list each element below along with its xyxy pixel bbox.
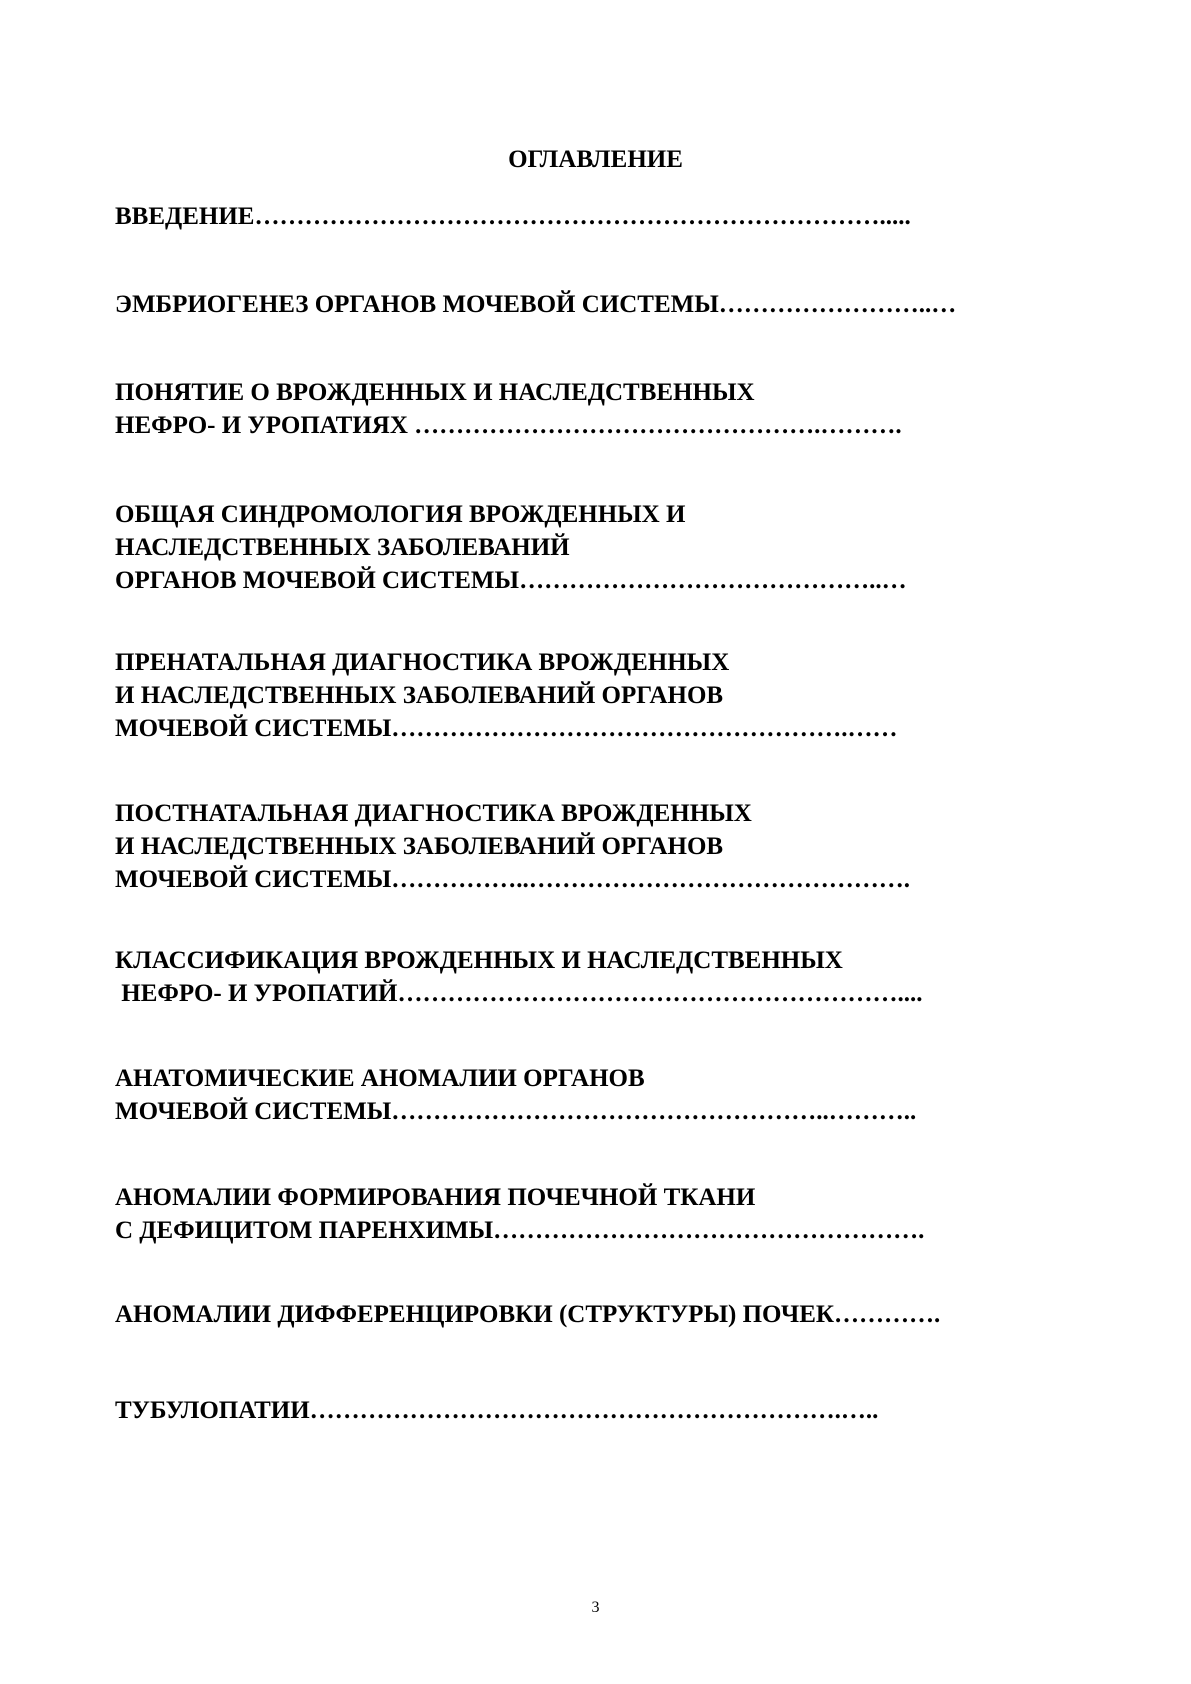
toc-entry-line: МОЧЕВОЙ СИСТЕМЫ……………………………………………….…… [115, 715, 898, 742]
toc-entry-line: ОРГАНОВ МОЧЕВОЙ СИСТЕМЫ……………………………………..… [115, 567, 907, 594]
toc-entry-prenatal-diagnostics [115, 646, 1075, 745]
toc-entry-postnatal-diagnostics [115, 797, 1075, 896]
toc-entry-line: ОБЩАЯ СИНДРОМОЛОГИЯ ВРОЖДЕННЫХ И [115, 501, 686, 528]
toc-entry-line: МОЧЕВОЙ СИСТЕМЫ……………..………………………………………. [115, 866, 911, 893]
toc-entry-embryogenesis [115, 288, 1075, 321]
toc-entry-syndromology [115, 498, 1075, 597]
toc-entry-line: ЭМБРИОГЕНЕЗ ОРГАНОВ МОЧЕВОЙ СИСТЕМЫ……………………..… [115, 291, 957, 318]
toc-entry-line: ТУБУЛОПАТИИ……………………………………………………….….. [115, 1397, 879, 1424]
toc-entry-formation-anomalies [115, 1181, 1075, 1247]
toc-entry-line: АНАТОМИЧЕСКИЕ АНОМАЛИИ ОРГАНОВ [115, 1065, 645, 1092]
toc-entry-introduction [115, 200, 1075, 233]
toc-title: ОГЛАВЛЕНИЕ [508, 146, 683, 173]
toc-entry-line: МОЧЕВОЙ СИСТЕМЫ……………………………………………..……….. [115, 1098, 917, 1125]
toc-entry-differentiation-anomalies [115, 1298, 1075, 1331]
toc-entry-line: НЕФРО- И УРОПАТИЯХ ………………………………………….………. [115, 412, 902, 439]
toc-entry-line: АНОМАЛИИ ДИФФЕРЕНЦИРОВКИ (СТРУКТУРЫ) ПОЧЕК…………. [115, 1301, 941, 1328]
toc-entry-line: ПОСТНАТАЛЬНАЯ ДИАГНОСТИКА ВРОЖДЕННЫХ [115, 800, 752, 827]
toc-entry-tubulopathies [115, 1394, 1075, 1427]
toc-entry-line: НАСЛЕДСТВЕННЫХ ЗАБОЛЕВАНИЙ [115, 534, 570, 561]
toc-entry-classification [115, 944, 1075, 1010]
toc-entry-line: НЕФРО- И УРОПАТИЙ…………………………………………………….... [115, 980, 923, 1007]
page-number: 3 [591, 1599, 600, 1616]
toc-entry-line: С ДЕФИЦИТОМ ПАРЕНХИМЫ……………………………………………. [115, 1217, 925, 1244]
toc-entry-line: АНОМАЛИИ ФОРМИРОВАНИЯ ПОЧЕЧНОЙ ТКАНИ [115, 1184, 756, 1211]
toc-entry-anatomical-anomalies [115, 1062, 1075, 1128]
toc-entry-line: И НАСЛЕДСТВЕННЫХ ЗАБОЛЕВАНИЙ ОРГАНОВ [115, 833, 724, 860]
toc-entry-line: КЛАССИФИКАЦИЯ ВРОЖДЕННЫХ И НАСЛЕДСТВЕННЫХ [115, 947, 843, 974]
toc-entry-line: И НАСЛЕДСТВЕННЫХ ЗАБОЛЕВАНИЙ ОРГАНОВ [115, 682, 724, 709]
toc-entry-line: ПРЕНАТАЛЬНАЯ ДИАГНОСТИКА ВРОЖДЕННЫХ [115, 649, 730, 676]
toc-entry-line: ПОНЯТИЕ О ВРОЖДЕННЫХ И НАСЛЕДСТВЕННЫХ [115, 379, 755, 406]
toc-entry-concept [115, 376, 1075, 442]
toc-entry-line: ВВЕДЕНИЕ…………………………………………………………………..... [115, 203, 911, 230]
